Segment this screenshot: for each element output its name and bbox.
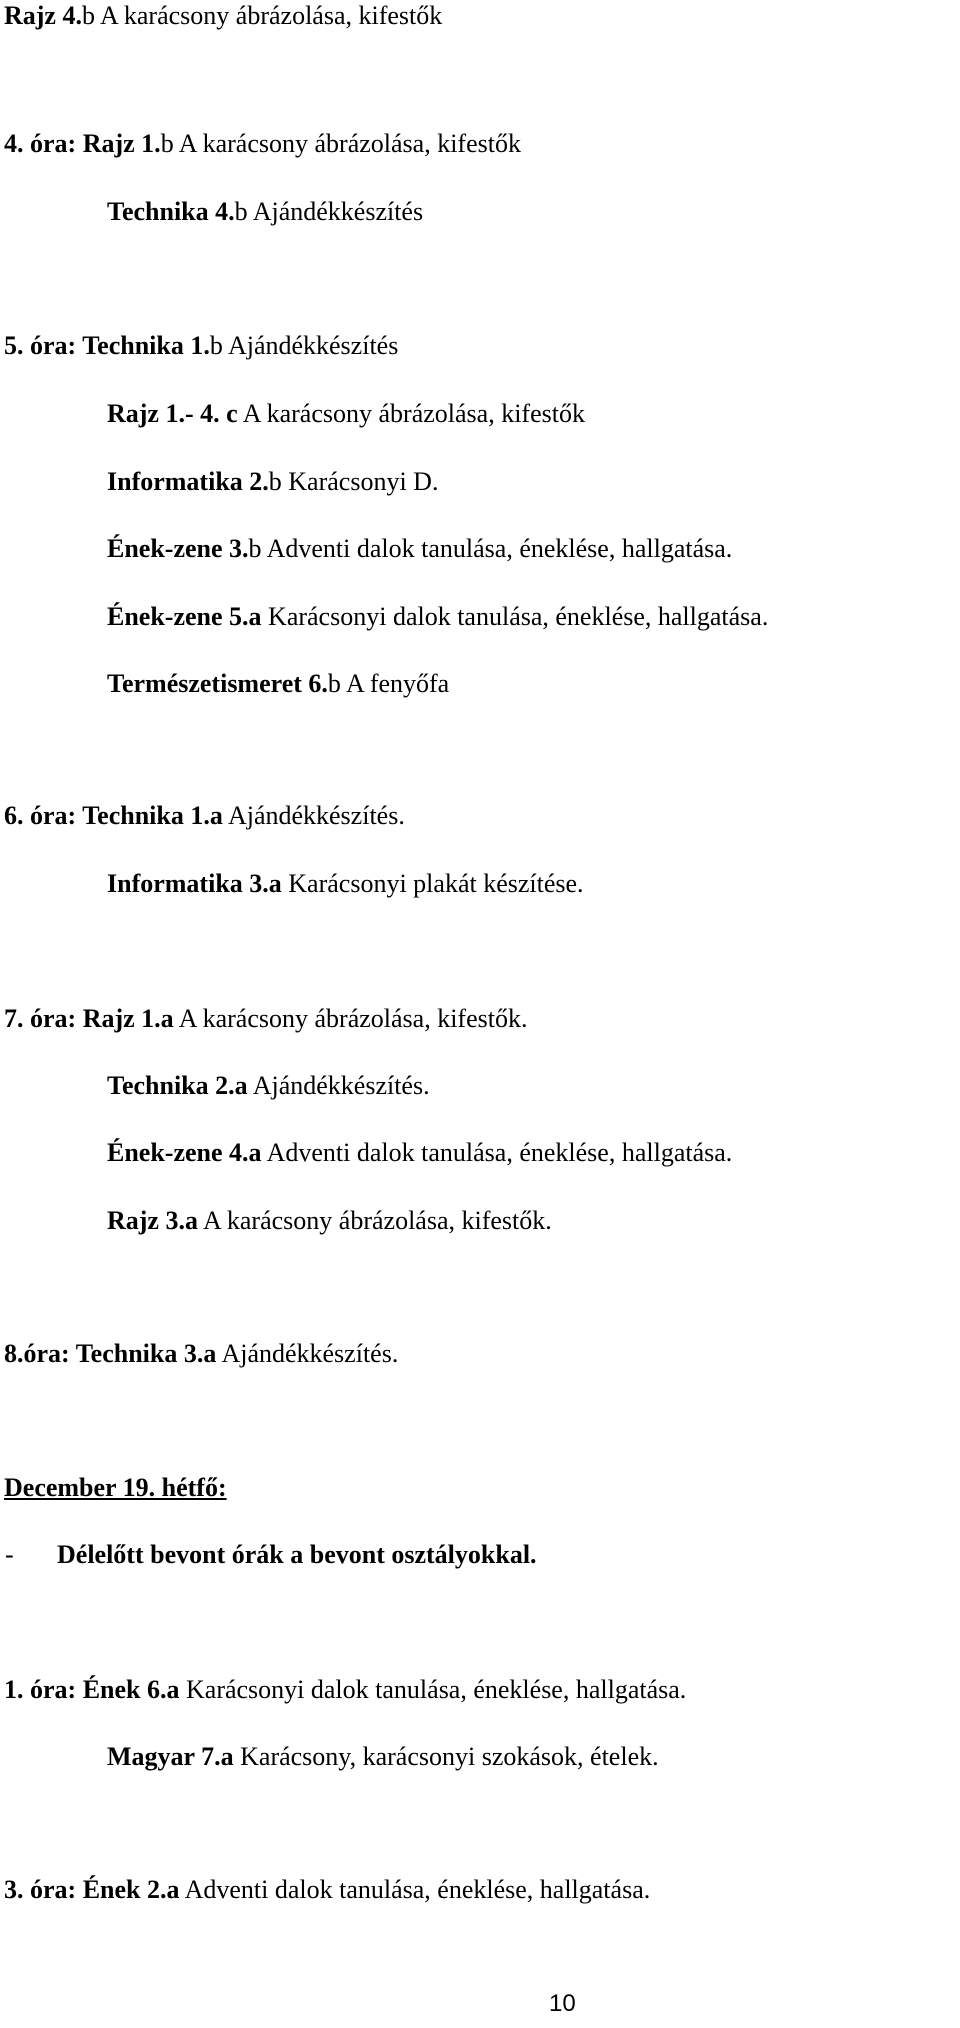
- schedule-line: [4, 1874, 650, 1906]
- subject-label: Rajz 4.: [4, 1, 82, 30]
- subject-label: Rajz 1.- 4. c: [107, 399, 238, 428]
- subject-label: Magyar 7.a: [107, 1742, 234, 1771]
- topic-text: b Ajándékkészítés: [209, 331, 399, 360]
- schedule-line: [107, 1070, 430, 1102]
- schedule-line: [107, 196, 423, 228]
- subject-label: Ének-zene 4.a: [107, 1138, 262, 1167]
- topic-text: b A karácsony ábrázolása, kifestők: [81, 1, 443, 30]
- lesson-subject-label: 3. óra: Ének 2.a: [4, 1875, 180, 1904]
- schedule-line: [107, 1741, 659, 1773]
- page-number: 10: [549, 1990, 576, 2017]
- topic-text: Ajándékkészítés.: [247, 1071, 430, 1100]
- schedule-line: [4, 128, 521, 160]
- topic-text: b Adventi dalok tanulása, éneklése, hallgatása.: [248, 534, 733, 563]
- topic-text: b Karácsonyi D.: [268, 467, 439, 496]
- subject-label: Ének-zene 5.a: [107, 602, 262, 631]
- schedule-line: [107, 601, 768, 633]
- schedule-line: [107, 466, 438, 498]
- topic-text: Karácsonyi dalok tanulása, éneklése, hallgatása.: [179, 1675, 687, 1704]
- schedule-line: [4, 1338, 398, 1370]
- subject-label: Informatika 2.: [107, 467, 269, 496]
- schedule-line: [4, 0, 442, 32]
- subject-label: Természetismeret 6.: [107, 669, 328, 698]
- topic-text: Adventi dalok tanulása, éneklése, hallgatása.: [179, 1875, 651, 1904]
- schedule-line: [4, 1674, 686, 1706]
- schedule-line: [107, 398, 585, 430]
- lesson-subject-label: 5. óra: Technika 1.: [4, 331, 210, 360]
- topic-text: Ajándékkészítés.: [222, 801, 405, 830]
- note-text: Délelőtt bevont órák a bevont osztályokkal.: [57, 1540, 537, 1569]
- date-heading: December 19. hétfő:: [4, 1473, 227, 1502]
- schedule-line: [4, 800, 405, 832]
- list-dash: -: [5, 1540, 14, 1569]
- lesson-subject-label: 8.óra: Technika 3.a: [4, 1339, 217, 1368]
- topic-text: b A karácsony ábrázolása, kifestők: [160, 129, 521, 158]
- schedule-line: [107, 1137, 732, 1169]
- subject-label: Technika 2.a: [107, 1071, 248, 1100]
- schedule-line: [107, 533, 732, 565]
- schedule-line: [107, 668, 449, 700]
- schedule-line: [4, 1003, 527, 1035]
- lesson-subject-label: 7. óra: Rajz 1.a: [4, 1004, 174, 1033]
- topic-text: b Ajándékkészítés: [234, 197, 424, 226]
- schedule-line: [107, 868, 584, 900]
- schedule-line: [4, 330, 398, 362]
- topic-text: A karácsony ábrázolása, kifestők: [237, 399, 585, 428]
- lesson-subject-label: 6. óra: Technika 1.a: [4, 801, 223, 830]
- subject-label: Informatika 3.a: [107, 869, 282, 898]
- topic-text: Adventi dalok tanulása, éneklése, hallgatása.: [261, 1138, 733, 1167]
- topic-text: Karácsony, karácsonyi szokások, ételek.: [233, 1742, 659, 1771]
- topic-text: b A fenyőfa: [327, 669, 450, 698]
- subject-label: Technika 4.: [107, 197, 235, 226]
- lesson-subject-label: 1. óra: Ének 6.a: [4, 1675, 180, 1704]
- topic-text: Karácsonyi dalok tanulása, éneklése, hallgatása.: [261, 602, 769, 631]
- subject-label: Rajz 3.a: [107, 1206, 198, 1235]
- schedule-line: [107, 1205, 552, 1237]
- topic-text: Ajándékkészítés.: [216, 1339, 399, 1368]
- topic-text: Karácsonyi plakát készítése.: [281, 869, 584, 898]
- subject-label: Ének-zene 3.: [107, 534, 249, 563]
- topic-text: A karácsony ábrázolása, kifestők.: [197, 1206, 552, 1235]
- lesson-subject-label: 4. óra: Rajz 1.: [4, 129, 161, 158]
- topic-text: A karácsony ábrázolása, kifestők.: [173, 1004, 528, 1033]
